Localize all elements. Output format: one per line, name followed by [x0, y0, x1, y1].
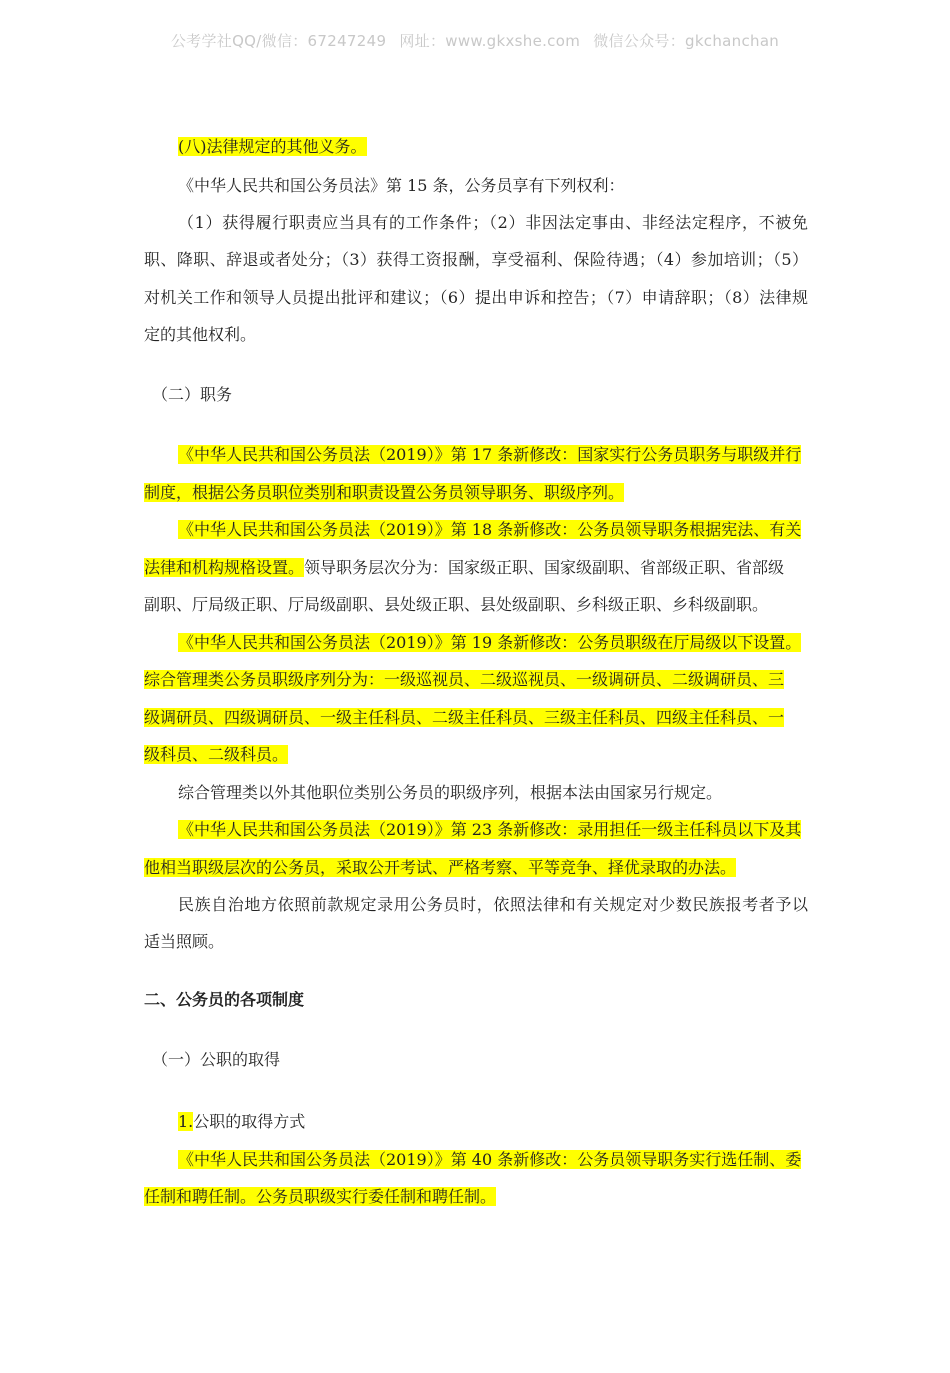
paragraph-line: 综合管理类公务员职级序列分为：一级巡视员、二级巡视员、一级调研员、二级调研员、三 [144, 670, 785, 689]
paragraph-line: 适当照顾。 [144, 932, 225, 951]
paragraph-line: 《中华人民共和国公务员法（2019）》第 19 条新修改：公务员职级在厅局级以下设置。 [178, 633, 802, 652]
paragraph-line: 1.公职的取得方式 [178, 1112, 306, 1131]
watermark-contact: 公考学社QQ/微信：67247249 [170, 32, 387, 50]
paragraph-line: 《中华人民共和国公务员法（2019）》第 40 条新修改：公务员领导职务实行选任制、委 [178, 1150, 802, 1169]
paragraph-line: 法律和机构规格设置。领导职务层次分为：国家级正职、国家级副职、省部级正职、省部级 [144, 558, 785, 577]
paragraph-line: （1）获得履行职责应当具有的工作条件；（2）非因法定事由、非经法定程序，不被免 [178, 213, 808, 232]
section-heading: （二）职务 [152, 385, 233, 404]
paragraph-line: 《中华人民共和国公务员法（2019）》第 18 条新修改：公务员领导职务根据宪法、有关 [178, 520, 802, 539]
paragraph-line: 《中华人民共和国公务员法》第 15 条，公务员享有下列权利： [178, 176, 625, 195]
paragraph-line: 定的其他权利。 [144, 325, 257, 344]
watermark-website: 网址：www.gkxshe.com [399, 32, 581, 50]
paragraph-line: 任制和聘任制。公务员职级实行委任制和聘任制。 [144, 1187, 497, 1206]
subsection-heading: （一）公职的取得 [152, 1050, 281, 1069]
paragraph-line: 制度，根据公务员职位类别和职责设置公务员领导职务、职级序列。 [144, 483, 625, 502]
watermark-wechat: 微信公众号：gkchanchan [593, 32, 780, 50]
watermark [0, 30, 950, 51]
paragraph-line: (八)法律规定的其他义务。 [178, 137, 367, 156]
paragraph-line: 综合管理类以外其他职位类别公务员的职级序列，根据本法由国家另行规定。 [178, 783, 723, 802]
section-heading: 二、公务员的各项制度 [144, 990, 305, 1009]
paragraph-line: 他相当职级层次的公务员，采取公开考试、严格考察、平等竞争、择优录取的办法。 [144, 858, 737, 877]
paragraph-line: 职、降职、辞退或者处分；（3）获得工资报酬，享受福利、保险待遇；（4）参加培训；（5） [144, 250, 808, 269]
paragraph-line: 对机关工作和领导人员提出批评和建议；（6）提出申诉和控告；（7）申请辞职；（8）法律规 [144, 288, 808, 307]
paragraph-line: 级调研员、四级调研员、一级主任科员、二级主任科员、三级主任科员、四级主任科员、一 [144, 708, 785, 727]
paragraph-line: 级科员、二级科员。 [144, 745, 289, 764]
paragraph-line: 民族自治地方依照前款规定录用公务员时，依照法律和有关规定对少数民族报考者予以 [178, 895, 808, 914]
paragraph-line: 副职、厅局级正职、厅局级副职、县处级正职、县处级副职、乡科级正职、乡科级副职。 [144, 595, 769, 614]
paragraph-line: 《中华人民共和国公务员法（2019）》第 17 条新修改：国家实行公务员职务与职级并行 [178, 445, 802, 464]
paragraph-line: 《中华人民共和国公务员法（2019）》第 23 条新修改：录用担任一级主任科员以下及其 [178, 820, 802, 839]
